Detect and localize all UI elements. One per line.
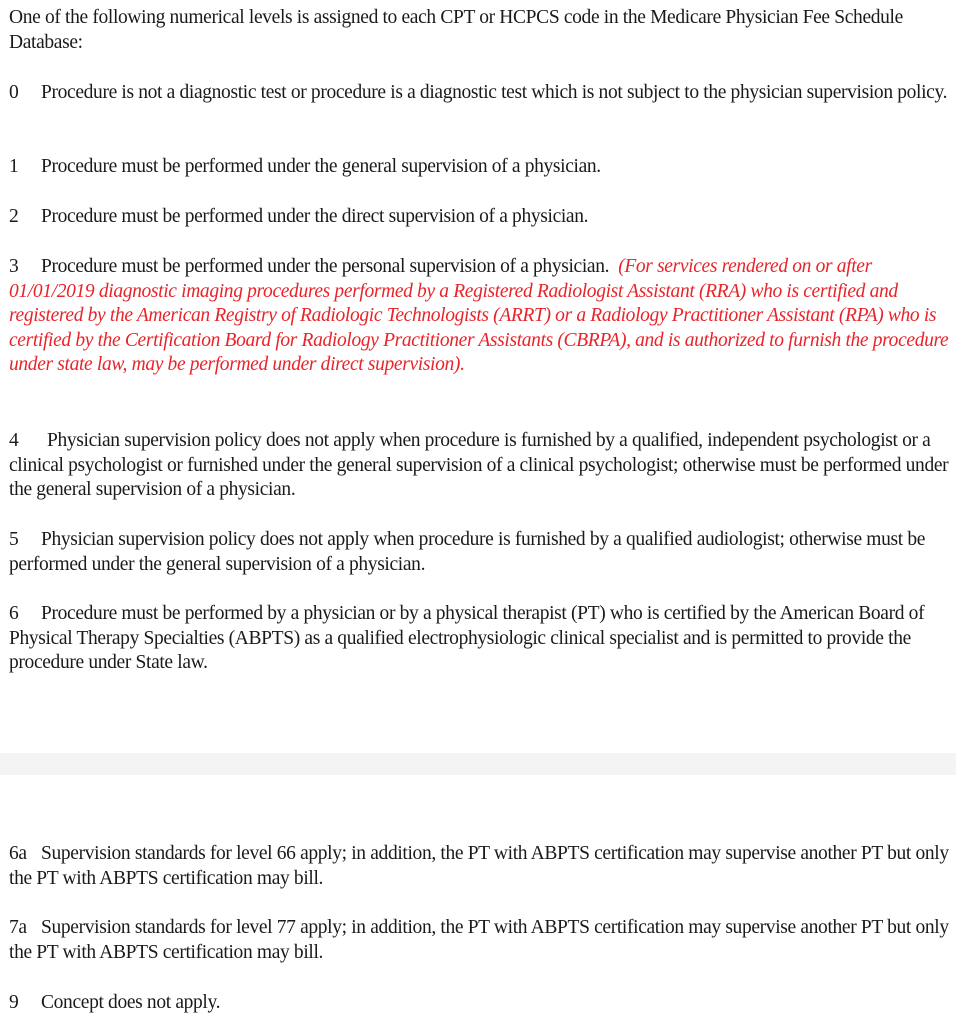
level-0 (9, 81, 949, 106)
level-code: 2 (9, 206, 19, 227)
level-text: Procedure is not a diagnostic test or procedure is a diagnostic test which is not subject to the physician supervision policy. (41, 82, 948, 103)
level-text: Physician supervision policy does not apply when procedure is furnished by a qualified audiologist; otherwise must be performed under the general supervision of a physician. (9, 529, 926, 575)
level-code: 7a (9, 917, 27, 938)
level-9 (9, 991, 949, 1016)
level-text: Supervision standards for level 77 apply; in addition, the PT with ABPTS certification may supervise another PT but only the PT with ABPTS certification may bill. (9, 917, 949, 963)
level-6 (9, 602, 949, 676)
level-text: Procedure must be performed under the direct supervision of a physician. (41, 206, 589, 227)
level-3-note: (For services rendered on or after 01/01/2019 diagnostic imaging procedures performed by a Registered Radiologist Assistant (RRA) who is certified and registered by the American Registry of Radiologic Technologists (ARRT) or a Radiology Practitioner Assistant (RPA) who is certified by the Certification Board for Radiology Practitioner Assistants (CBRPA), and is authorized to furnish the procedure under state law, may be performed under direct supervision). (9, 256, 949, 376)
level-3 (9, 255, 949, 378)
level-1 (9, 155, 949, 180)
level-text: Concept does not apply. (41, 992, 221, 1013)
level-text: Procedure must be performed under the general supervision of a physician. (41, 156, 601, 177)
level-6a (9, 842, 949, 891)
level-code: 1 (9, 156, 19, 177)
intro-text: One of the following numerical levels is assigned to each CPT or HCPCS code in the Medicare Physician Fee Schedule Database: (9, 7, 903, 53)
level-text: Procedure must be performed by a physician or by a physical therapist (PT) who is certified by the American Board of Physical Therapy Specialties (ABPTS) as a qualified electrophysiologic clinical specialist and is permitted to provide the procedure under State law. (9, 603, 925, 674)
level-code: 4 (9, 430, 19, 451)
level-text: Procedure must be performed under the personal supervision of a physician. (41, 256, 610, 277)
level-text: Physician supervision policy does not apply when procedure is furnished by a qualified, independent psychologist or a clinical psychologist or furnished under the general supervision of a clinical psychologist; otherwise must be performed under the general supervision of a physician. (9, 430, 949, 501)
divider-band (0, 753, 956, 775)
level-2 (9, 205, 949, 230)
level-code: 9 (9, 992, 19, 1013)
level-code: 5 (9, 529, 19, 550)
level-code: 0 (9, 82, 19, 103)
level-code: 3 (9, 256, 19, 277)
level-5 (9, 528, 949, 577)
level-code: 6 (9, 603, 19, 624)
level-4 (9, 429, 949, 503)
level-7a (9, 916, 949, 965)
level-text: Supervision standards for level 66 apply; in addition, the PT with ABPTS certification may supervise another PT but only the PT with ABPTS certification may bill. (9, 843, 949, 889)
level-code: 6a (9, 843, 27, 864)
